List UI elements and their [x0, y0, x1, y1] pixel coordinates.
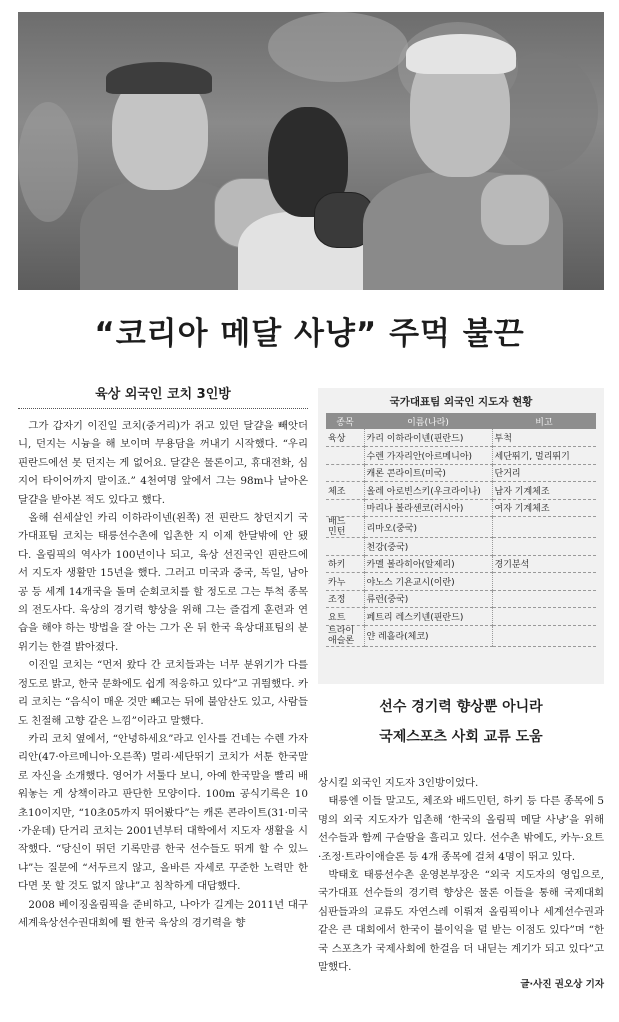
table-cell: 여자 기계체조 [492, 499, 596, 517]
table-title: 국가대표팀 외국인 지도자 현황 [389, 396, 533, 408]
table-cell: 경기분석 [492, 555, 596, 573]
table-row [326, 608, 596, 626]
table-cell [492, 625, 596, 646]
paragraph: 태릉엔 이들 말고도, 체조와 배드민턴, 하키 등 다른 종목에 5명의 외국 지도자가 입촌해 ‘한국의 올림픽 메달 사냥’을 위해 선수들과 함께 구슬땀을 흘리고 있다. 선수촌 밖에도, 카누·요트·조정·트라이애슬론 등 4개 종목에 걸쳐 4명이 뛰고 있다. [318, 795, 604, 863]
table-cell: 트라이 애슬론 [326, 625, 364, 646]
paragraph: 올해 쉰세살인 카리 이하라이넨(왼쪽) 전 핀란드 창던지기 국가대표팀 코치는 태릉선수촌에 입촌한 지 이제 한달밖에 안 됐다. 올림픽의 역사가 100년이나 되고, 육상 선진국인 핀란드에서 지도자 생활만 15년을 했다. 그러고 미국과 중국, 독일, 남아공 등 세계 14개국을 돌며 순회코치를 할 정도로 그는 투척 종목의 전도사다. 육상의 경기력 향상을 위해 그는 즐겁게 훈련과 연습을 해야 하는 방법을 잘 아는 그가 온 뒤 한국 육상대표팀의 분위기는 한결 밝아졌다. [18, 512, 308, 653]
table-cell: 육상 [326, 429, 364, 447]
table-cell: 류런(중국) [364, 590, 492, 608]
table-cell: 올레 아로빈스키(우크라이나) [364, 482, 492, 500]
coaches-photo [18, 12, 604, 290]
right-subhead-line1: 선수 경기력 향상뿐 아니라 [379, 699, 543, 715]
table-cell: 하키 [326, 555, 364, 573]
table-cell [492, 608, 596, 626]
table-row [326, 517, 596, 538]
table-header: 종목 [326, 413, 364, 429]
table-cell: 마리나 볼라센코(러시아) [364, 499, 492, 517]
table-cell: 투척 [492, 429, 596, 447]
table-cell: 천강(중국) [364, 538, 492, 556]
table-header: 비고 [492, 413, 596, 429]
table-row [326, 429, 596, 447]
article-headline: “코리아 메달 사냥” 주먹 불끈 [94, 316, 525, 352]
table-row [326, 555, 596, 573]
table-cell: 카리 이하라이넨(핀란드) [364, 429, 492, 447]
byline: 글·사진 권오상 기자 [520, 979, 604, 991]
table-cell: 조정 [326, 590, 364, 608]
left-subhead: 육상 외국인 코치 3인방 [18, 383, 308, 409]
table-row [326, 590, 596, 608]
table-row [326, 625, 596, 646]
paragraph: 상시킬 외국인 지도자 3인방이었다. [318, 777, 479, 789]
table-cell: 체조 [326, 482, 364, 500]
table-cell [492, 590, 596, 608]
right-subhead [318, 692, 604, 752]
table-cell: 카누 [326, 573, 364, 591]
table-cell: 페트리 레스키넨(핀란드) [364, 608, 492, 626]
table-cell: 요트 [326, 608, 364, 626]
table-row [326, 482, 596, 500]
table-cell [326, 538, 364, 556]
table-cell [326, 464, 364, 482]
table-row [326, 447, 596, 465]
paragraph: 2008 베이징올림픽을 준비하고, 나아가 길게는 2011년 대구 세계육상선수권대회에 뛸 한국 육상의 경기력을 향 [18, 898, 308, 929]
table-cell: 리마오(중국) [364, 517, 492, 538]
table-cell: 남자 기계체조 [492, 482, 596, 500]
right-column [318, 774, 604, 990]
paragraph: 박태호 태릉선수촌 운영본부장은 “외국 지도자의 영입으로, 국가대표 선수들의 경기력 향상은 물론 이들을 통해 국제대회 심판들과의 교류도 자연스레 이뤄져 올림픽이나 세계선수권과 같은 큰 대회에서 한국이 불이익을 덜 받는 이점도 있다”며 “한국 스포츠가 국제사회에 한걸음 더 내딛는 계기가 되고 있다”고 말했다. [318, 869, 604, 974]
table-cell [492, 538, 596, 556]
table-cell: 캐론 콘라이트(미국) [364, 464, 492, 482]
table-cell [326, 447, 364, 465]
table-cell [326, 499, 364, 517]
paragraph: 그가 갑자기 이진일 코치(중거리)가 쥐고 있던 달걀을 빼앗더니, 던지는 시늉을 해 보이며 무용담을 꺼내기 시작했다. “우리 핀란드에선 못 던지는 게 없어요. 달걀은 물론이고, 휴대전화, 심지어 타이어까지 말이죠.” 4천여명 앞에서 그는 98m나 날아온 달걀을 받아본 적도 있다고 했다. [18, 420, 308, 506]
table-cell: 배드 민턴 [326, 517, 364, 538]
table-header: 이름(나라) [364, 413, 492, 429]
paragraph: 이진일 코치는 “먼저 왔다 간 코치들과는 너무 분위기가 다를 정도로 밝고, 한국 문화에도 쉽게 적응하고 있다”고 귀띔했다. 카리 코치는 “음식이 매운 것만 빼고는 뒤에 불암산도 있고, 사람들도 친절해 고향 같은 느낌”이라고 말했다. [18, 659, 308, 727]
table-cell: 수렌 가자리안(아르메니아) [364, 447, 492, 465]
left-column [18, 383, 308, 932]
table-cell: 야노스 기욘교시(이란) [364, 573, 492, 591]
table-cell [492, 517, 596, 538]
table-cell: 세단뛰기, 멀리뛰기 [492, 447, 596, 465]
table-row [326, 464, 596, 482]
table-cell: 단거리 [492, 464, 596, 482]
table-row [326, 499, 596, 517]
table-row [326, 538, 596, 556]
right-subhead-line2: 국제스포츠 사회 교류 도움 [379, 729, 543, 745]
coach-status-table [326, 413, 596, 647]
table-cell: 얀 레흘라(체코) [364, 625, 492, 646]
paragraph: 카리 코치 옆에서, “안녕하세요”라고 인사를 건네는 수렌 가자리안(47·아르메니아·오른쪽) 멀리·세단뛰기 코치가 서툰 한국말로 자신을 소개했다. 영어가 서툴다 보니, 아예 한국말을 빨리 배워놓는 게 상책이라고 판단한 모양이다. 100m 공식기록은 10초10이지만, “10초05까지 뛰어봤다”는 캐론 콘라이트(31·미국·가운데) 단거리 코치는 2001년부터 대학에서 지도자 생활을 시작했다. “당신이 뛰던 기록만큼 한국 선수들도 뛰게 할 수 있느냐”는 질문에 “서두르지 않고, 올바른 자세로 꾸준한 노력만 한다면 못 할 것도 없지 않냐”고 침착하게 대답했다. [18, 732, 308, 893]
table-row [326, 573, 596, 591]
table-cell [492, 573, 596, 591]
table-cell: 카멜 볼라히아(알제리) [364, 555, 492, 573]
coach-status-table-box [318, 388, 604, 684]
